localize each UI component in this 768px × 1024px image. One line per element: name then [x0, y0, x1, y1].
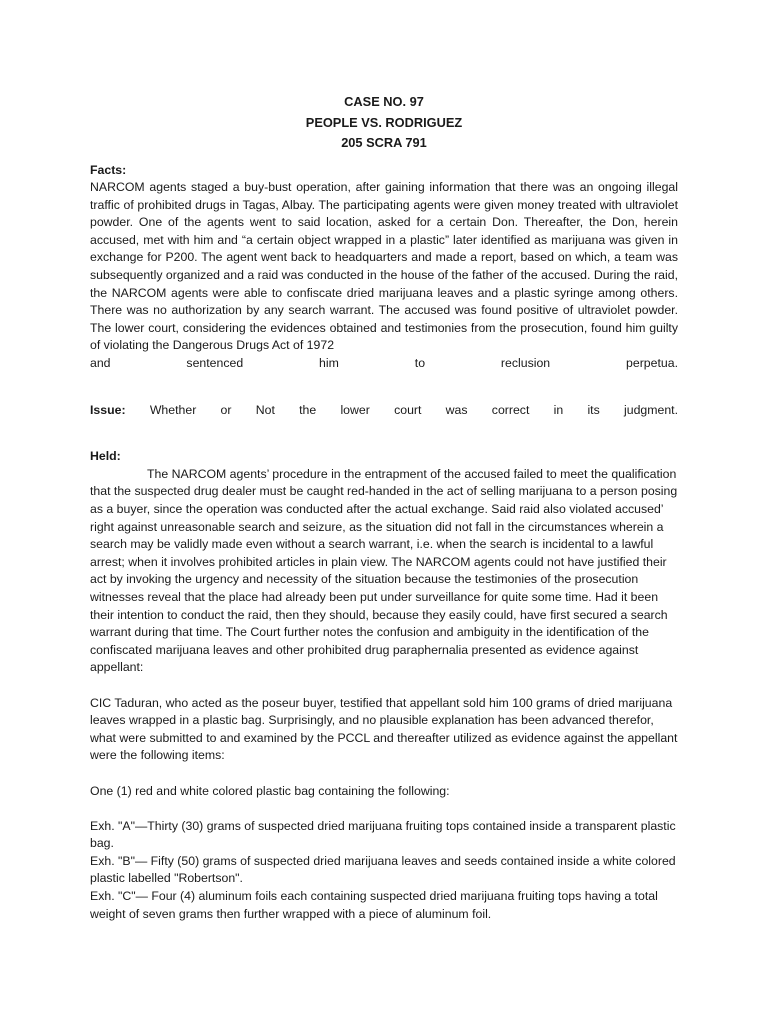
bag-line: One (1) red and white colored plastic bag containing the following: [90, 783, 450, 798]
exhibit-c: Exh. "C"— Four (4) aluminum foils each containing suspected dried marijuana fruiting tops having a total weight of seven grams then further wrapped with a piece of aluminum foil. [90, 889, 658, 921]
case-citation: 205 SCRA 791 [341, 135, 427, 150]
issue-text: Whether or Not the lower court was correct in its judgment. [149, 402, 678, 417]
exhibit-a: Exh. "A"—Thirty (30) grams of suspected dried marijuana fruiting tops contained inside a transparent plastic bag. [90, 818, 676, 851]
exhibit-list [90, 818, 678, 924]
cic-paragraph: CIC Taduran, who acted as the poseur buyer, testified that appellant sold him 100 grams of dried marijuana leaves wrapped in a plastic bag. Surprisingly, and no plausible explanation has been advanced therefor, what were submitted to and examined by the PCCL and thereafter utilized as evidence against the appellant were the following items: [90, 695, 678, 763]
facts-heading: Facts: [90, 162, 127, 177]
facts-last-line: and sentenced him to reclusion perpetua. [90, 356, 678, 371]
exhibit-b: Exh. "B"— Fifty (50) grams of suspected dried marijuana leaves and seeds contained inside a white colored plastic labelled "Robertson". [90, 853, 676, 886]
case-parties: PEOPLE VS. RODRIGUEZ [305, 114, 463, 130]
facts-body: NARCOM agents staged a buy-bust operation, after gaining information that there was an ongoing illegal traffic of prohibited drugs in Tagas, Albay. The participating agents were given money treated with ultraviolet powder. One of the agents went to said location, asked for a certain Don. Thereafter, the Don, herein accused, met with him and “a certain object wrapped in a plastic” later identified as marijuana was given in exchange for P200. The agent went back to headquarters and made a report, based on which, a team was subsequently organized and a raid was conducted in the house of the father of the accused. During the raid, the NARCOM agents were able to confiscate dried marijuana leaves and a plastic syringe among others. There was no authorization by any search warrant. The accused was found positive of ultraviolet powder. The lower court, considering the evidences obtained and testimonies from the prosecution, found him guilty of violating the Dangerous Drugs Act of 1972 [90, 180, 678, 353]
held-heading: Held: [90, 449, 121, 464]
issue-label: Issue: [90, 402, 126, 417]
case-number: CASE NO. 97 [344, 94, 424, 109]
held-body: The NARCOM agents’ procedure in the entrapment of the accused failed to meet the qualification that the suspected drug dealer must be caught red-handed in the act of selling marijuana to a person posing as a buyer, since the operation was conducted after the actual exchange. Said raid also violated accused’ right against unreasonable search and seizure, as the situation did not fall in the circumstances wherein a search may be validly made even without a search warrant, i.e. when the search is incidental to a lawful arrest; when it involves prohibited articles in plain view. The NARCOM agents could not have justified their act by invoking the urgency and necessity of the situation because the testimonies of the prosecution witnesses reveal that the place had already been put under surveillance for quite some time. Had it been their intention to conduct the raid, then they should, because they easily could, have first secured a search warrant during that time. The Court further notes the confusion and ambiguity in the identification of the confiscated marijuana leaves and other prohibited drug paraphernalia presented as evidence against appellant: [90, 466, 678, 675]
issue-line [90, 402, 678, 420]
